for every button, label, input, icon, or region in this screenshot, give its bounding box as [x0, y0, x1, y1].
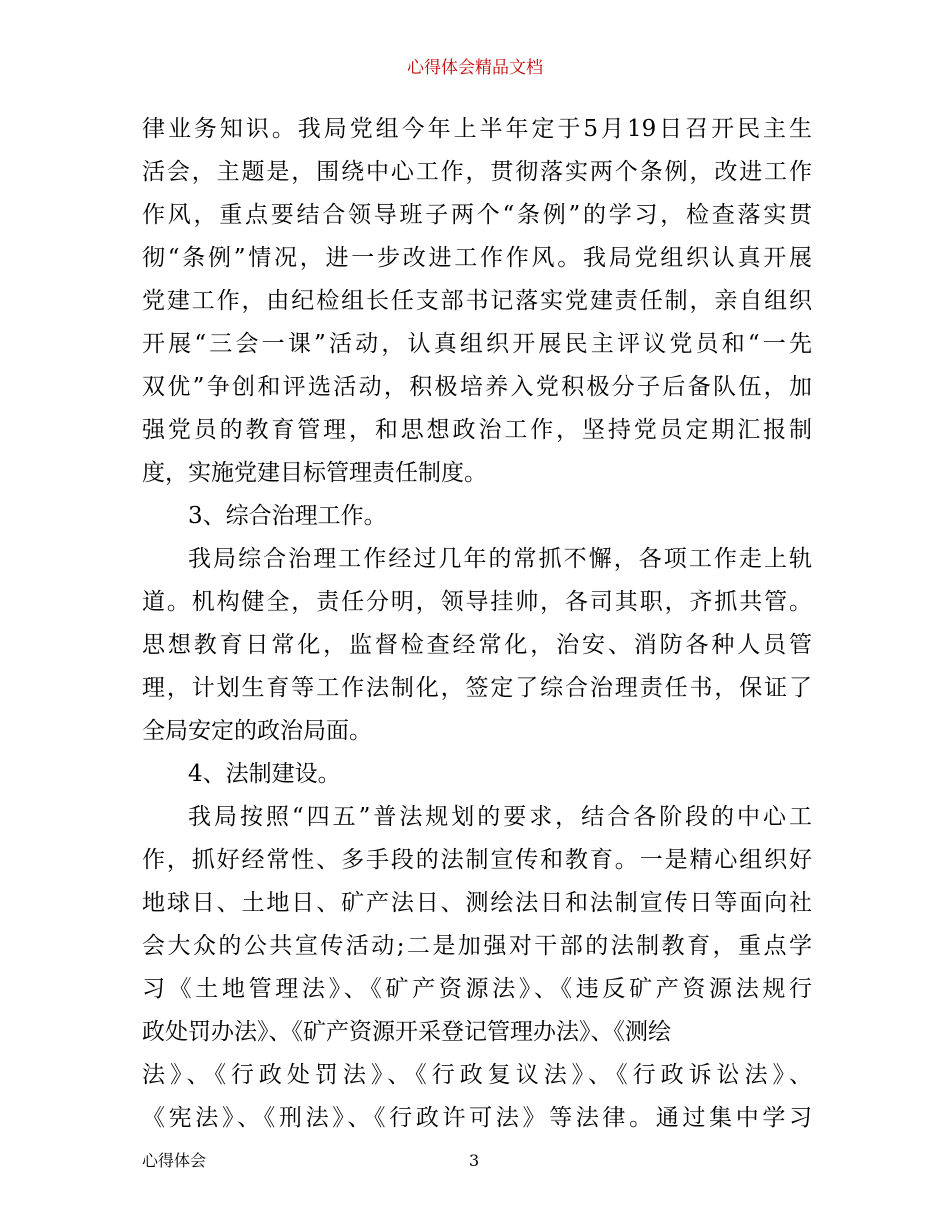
page-number: 3: [469, 1151, 480, 1170]
text-line: 我局按照“四五”普法规划的要求，结合各阶段的中心工: [188, 804, 812, 830]
footer-label: 心得体会: [142, 1151, 207, 1170]
text-line: 会大众的公共宣传活动;二是加强对干部的法制教育，重点学: [142, 933, 812, 959]
text-line: 度，实施党建目标管理责任制度。: [142, 460, 487, 486]
text-line: 党建工作，由纪检组长任支部书记落实党建责任制，亲自组织: [142, 288, 812, 314]
text-line: 习《土地管理法》、《矿产资源法》、《违反矿产资源法规行: [142, 976, 812, 1002]
text-line: 作风，重点要结合领导班子两个“条例”的学习，检查落实贯: [142, 202, 812, 228]
text-line: 地球日、土地日、矿产法日、测绘法日和法制宣传日等面向社: [142, 890, 812, 916]
text-line: 我局综合治理工作经过几年的常抓不懈，各项工作走上轨: [188, 546, 812, 572]
text-line: 理，计划生育等工作法制化，签定了综合治理责任书，保证了: [142, 675, 812, 701]
text-line: 双优”争创和评选活动，积极培养入党积极分子后备队伍，加: [142, 374, 812, 400]
text-line: 彻“条例”情况，进一步改进工作作风。我局党组织认真开展: [142, 245, 812, 271]
text-line: 活会，主题是，围绕中心工作，贯彻落实两个条例，改进工作: [142, 159, 812, 185]
text-line: 3、综合治理工作。: [188, 503, 387, 529]
text-line: 思想教育日常化，监督检查经常化，治安、消防各种人员管: [142, 632, 812, 658]
text-line: 开展“三会一课”活动，认真组织开展民主评议党员和“一先: [142, 331, 812, 357]
section-heading: [142, 495, 812, 538]
text-line: 法》、《行政处罚法》、《行政复议法》、《行政诉讼法》、: [142, 1062, 812, 1088]
document-header-title: 心得体会精品文档: [407, 58, 543, 78]
text-line: 道。机构健全，责任分明，领导挂帅，各司其职，齐抓共管。: [142, 589, 812, 615]
text-line: 政处罚办法》、《矿产资源开采登记管理办法》、《测绘: [142, 1019, 671, 1045]
text-line: 作，抓好经常性、多手段的法制宣传和教育。一是精心组织好: [142, 847, 812, 873]
paragraph: [142, 538, 812, 753]
paragraph: [142, 108, 812, 495]
document-body: [142, 108, 812, 1140]
section-heading: [142, 753, 812, 796]
paragraph: [142, 796, 812, 1140]
text-line: 全局安定的政治局面。: [142, 718, 372, 744]
text-line: 《宪法》、《刑法》、《行政许可法》等法律。通过集中学习: [142, 1105, 812, 1131]
text-line: 强党员的教育管理，和思想政治工作，坚持党员定期汇报制: [142, 417, 812, 443]
text-line: 4、法制建设。: [188, 761, 341, 787]
text-line: 律业务知识。我局党组今年上半年定于5月19日召开民主生: [142, 116, 812, 142]
